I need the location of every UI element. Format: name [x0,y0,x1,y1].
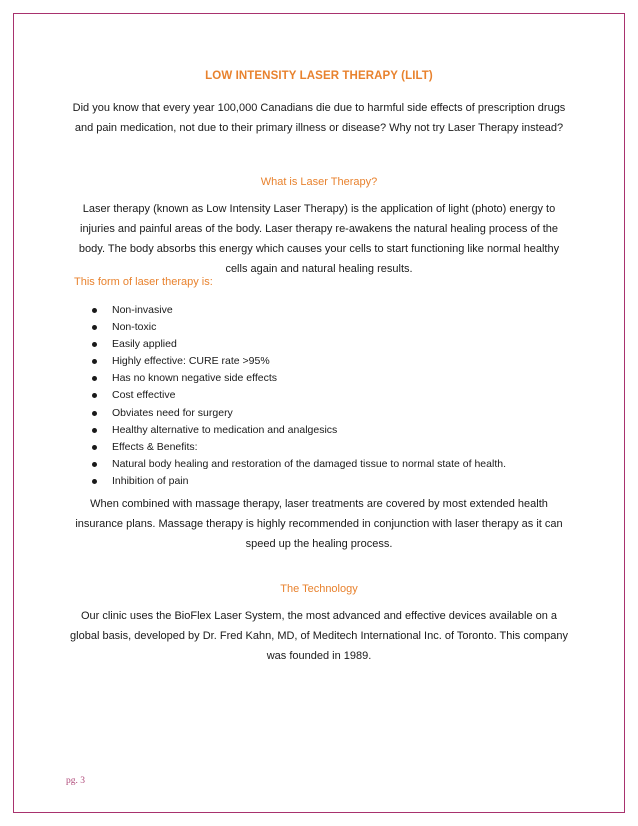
technology-description: Our clinic uses the BioFlex Laser System, the most advanced and effective devices available on a global basis, developed by Dr. Fred Kahn, MD, of Meditech International Inc. of Toronto. This company was founded in 1989. [70,610,568,662]
list-item: Cost effective [92,387,506,404]
list-item: Natural body healing and restoration of the damaged tissue to normal state of health. [92,456,506,473]
massage-therapy-paragraph: When combined with massage therapy, laser treatments are covered by most extended health insurance plans. Massage therapy is highly recommended in conjunction with laser therapy as it can speed up the healing process. [75,498,563,550]
list-item: Inhibition of pain [92,473,506,490]
list-item: Highly effective: CURE rate >95% [92,353,506,370]
list-item: Non-invasive [92,302,506,319]
list-item: Easily applied [92,336,506,353]
benefits-list [92,302,506,490]
list-item: Has no known negative side effects [92,370,506,387]
section-heading-the-technology: The Technology [280,583,358,595]
list-item: Healthy alternative to medication and analgesics [92,422,506,439]
list-item: Non-toxic [92,319,506,336]
laser-therapy-description: Laser therapy (known as Low Intensity Laser Therapy) is the application of light (photo) energy to injuries and painful areas of the body. Laser therapy re-awakens the natural healing process of the body. The body absorbs this energy which causes your cells to start functioning like normal healthy cells again and natural healing results. [78,203,560,275]
document-title: LOW INTENSITY LASER THERAPY (LILT) [205,70,433,82]
section-heading-what-is-laser-therapy: What is Laser Therapy? [260,176,378,188]
list-item: Effects & Benefits: [92,439,506,456]
list-item: Obviates need for surgery [92,405,506,422]
intro-paragraph: Did you know that every year 100,000 Canadians die due to harmful side effects of prescription drugs and pain medication, not due to their primary illness or disease? Why not try Laser Therapy instead? [72,102,566,134]
page-number: pg. 3 [66,776,85,786]
list-heading: This form of laser therapy is: [74,276,213,288]
